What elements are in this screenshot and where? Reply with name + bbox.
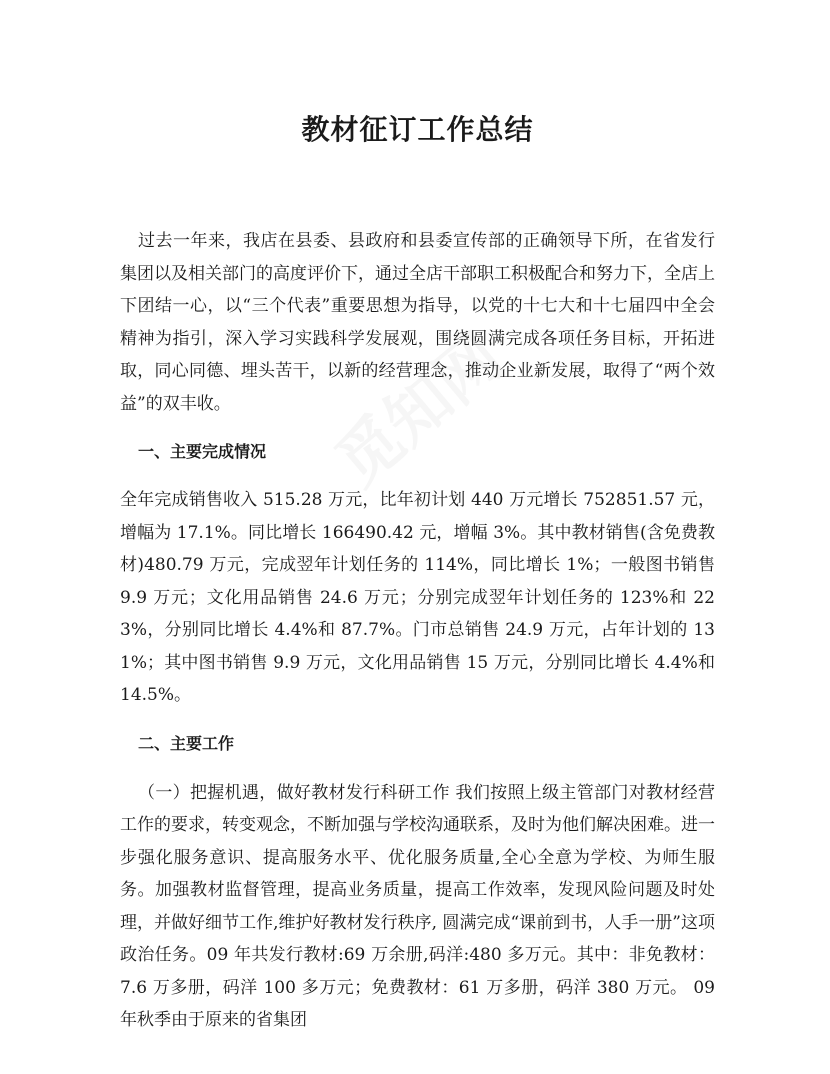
document-title: 教材征订工作总结	[301, 113, 534, 146]
section-heading-main-work: 二、主要工作	[138, 733, 235, 753]
section-heading-completion: 一、主要完成情况	[138, 442, 267, 461]
sales-paragraph: 全年完成销售收入 515.28 万元，比年初计划 440 万元增长 752851.57 元，增幅为 17.1%。同比增长 166490.42 元，增幅 3%。其中教材销售(含免费教材)480.79 万元，完成翌年计划任务的 114%，同比增长 1%；一般图书销售 9.9 万元；文化用品销售 24.6 万元；分别完成翌年计划任务的 123%和 223%，分别同比增长 4.4%和 87.7%。门市总销售 24.9 万元，占年计划的 131%；其中图书销售 9.9 万元，文化用品销售 15 万元，分别同比增长 4.4%和 14.5%。	[120, 490, 715, 705]
work-paragraph: （一）把握机遇，做好教材发行科研工作 我们按照上级主管部门对教材经营工作的要求，转变观念，不断加强与学校沟通联系，及时为他们解决困难。进一步强化服务意识、提高服务水平、优化服务质量,全心全意为学校、为师生服务。加强教材监督管理，提高业务质量，提高工作效率，发现风险问题及时处理，并做好细节工作,维护好教材发行秩序, 圆满完成“课前到书，人手一册”这项政治任务。09 年共发行教材:69 万余册,码洋:480 多万元。其中：非免教材：7.6 万多册，码洋 100 多万元；免费教材：61 万多册，码洋 380 万元。 09 年秋季由于原来的省集团	[120, 782, 715, 1030]
intro-paragraph: 过去一年来，我店在县委、县政府和县委宣传部的正确领导下所，在省发行集团以及相关部门的高度评价下，通过全店干部职工积极配合和努力下，全店上下团结一心，以“三个代表”重要思想为指导，以党的十七大和十七届四中全会精神为指引，深入学习实践科学发展观，围绕圆满完成各项任务目标，开拓进取，同心同德、埋头苦干，以新的经营理念，推动企业新发展，取得了“两个效益”的双丰收。	[120, 231, 715, 414]
